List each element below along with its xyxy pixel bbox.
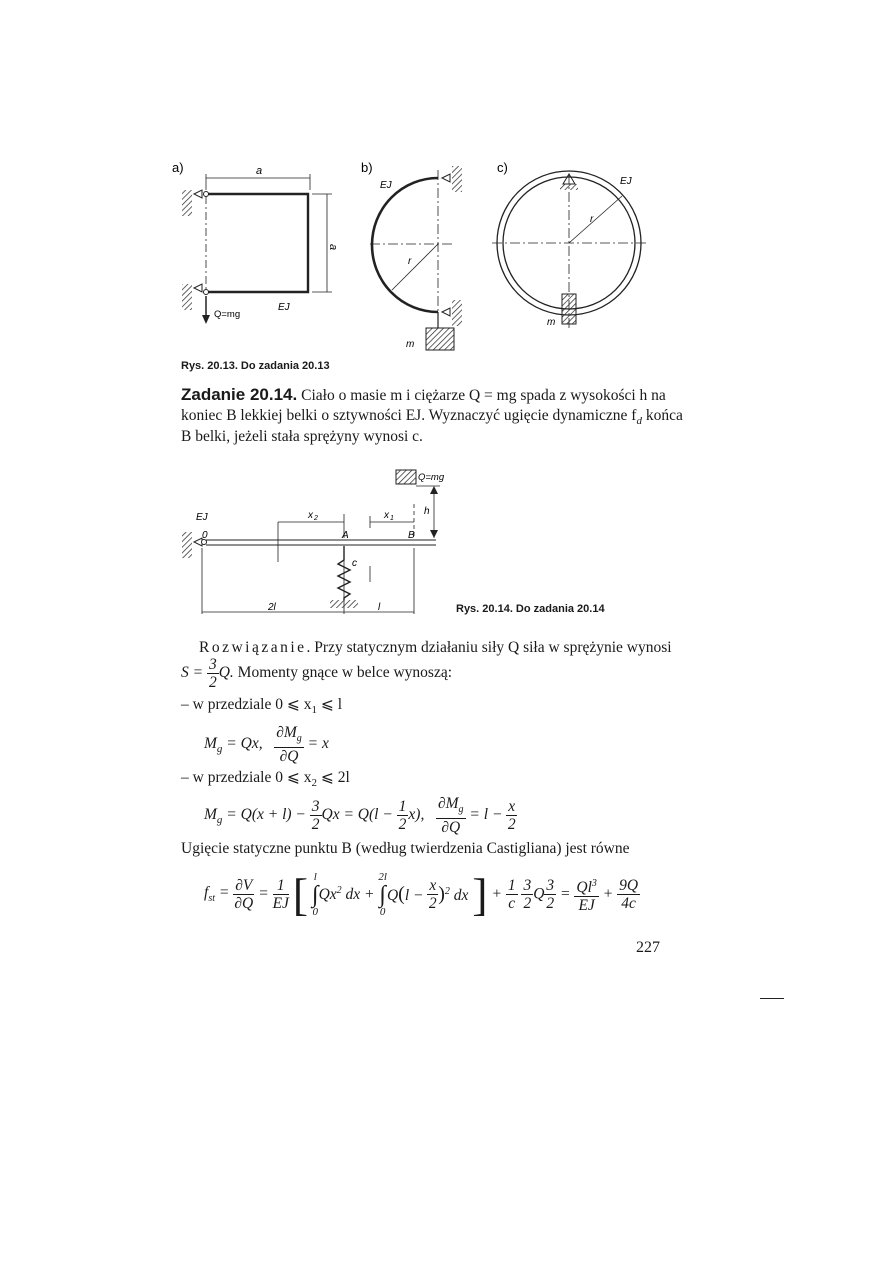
fig14-ej-label: EJ bbox=[196, 512, 208, 523]
problem-line2-sub: d bbox=[636, 415, 642, 428]
b-ej-label: EJ bbox=[380, 180, 392, 191]
page-number: 227 bbox=[636, 939, 660, 956]
problem-line1: Ciało o masie m i ciężarze Q = mg spada z wysokości h na bbox=[297, 387, 666, 404]
fig14-x2-sub: 2 bbox=[314, 515, 318, 522]
panel-b-label: b) bbox=[361, 160, 373, 175]
fig14-a-label: A bbox=[342, 530, 349, 541]
problem-line2-end: końca bbox=[641, 407, 683, 424]
panel-a-label: a) bbox=[172, 160, 184, 175]
equation-2: $M_g = Q(x + l)$ − $\frac{3}{2}$ Qx = Q(l − $\frac{1}{2}$ x), $\frac{\partial M_g}{\partial Q}$ = l − $\frac{x}{2}$ bbox=[204, 795, 516, 837]
static-deflection-line: Ugięcie statyczne punktu B (według twierdzenia Castigliana) jest równe bbox=[181, 840, 630, 857]
figure-20-14 bbox=[178, 466, 448, 620]
equation-3: $f_{st}$ = $\frac{\partial V}{\partial Q}$ = $\frac{1}{EJ}$ [ l ∫ 0 Qx$^2$ dx + 2l ∫ 0 Q(l − $\frac{x}{2}$ )$^2$ dx ] + $\frac{1}{c}$ $\frac{3}{2}$ Q $\frac{3}{2}$ = $\frac{Ql^3}{EJ}$ + $\frac{9Q}{4c}$ bbox=[204, 869, 639, 920]
figure-14-caption: Rys. 20.14. Do zadania 20.14 bbox=[456, 603, 605, 615]
problem-line2: koniec B lekkiej belki o sztywności EJ. Wyznaczyć ugięcie dynamiczne f bbox=[181, 407, 637, 424]
a-dim-top: a bbox=[256, 165, 263, 177]
s-frac: $\frac{3}{2}$ bbox=[208, 656, 217, 691]
fig14-x2-label: x bbox=[308, 510, 313, 521]
a-dim-side: a bbox=[327, 244, 339, 251]
problem-title: Zadanie 20.14. bbox=[181, 385, 298, 404]
c-ej-label: EJ bbox=[620, 176, 632, 187]
c-r-label: r bbox=[590, 214, 594, 225]
beam-system bbox=[182, 470, 440, 614]
solution-line2 bbox=[181, 656, 452, 691]
fig14-load-label: Q=mg bbox=[418, 472, 445, 483]
edge-rule bbox=[760, 998, 784, 999]
figure-20-13 bbox=[170, 160, 660, 360]
fig14-x1-label: x bbox=[384, 510, 389, 521]
panel-c-label: c) bbox=[497, 160, 508, 175]
fig14-o-label: 0 bbox=[202, 530, 208, 541]
solution-line1-rest: . Przy statycznym działaniu siły Q siła w sprężynie wynosi bbox=[306, 639, 672, 656]
c-m-label: m bbox=[547, 317, 556, 328]
s-q: Q. bbox=[218, 664, 234, 682]
frame-c bbox=[492, 171, 646, 330]
problem-line3: B belki, jeżeli stała sprężyny wynosi c. bbox=[181, 428, 423, 445]
fig14-l-label: l bbox=[378, 602, 381, 613]
frame-a bbox=[182, 174, 332, 324]
s-lhs: S = bbox=[181, 664, 204, 682]
fig14-2l-label: 2l bbox=[268, 602, 276, 613]
a-load-label: Q=mg bbox=[214, 309, 241, 320]
solution-line2-rest: Momenty gnące w belce wynoszą: bbox=[233, 664, 453, 682]
problem-statement bbox=[181, 384, 666, 407]
solution-heading: Rozwiązanie bbox=[199, 639, 307, 656]
frame-b bbox=[370, 166, 462, 350]
fig14-x1-sub: 1 bbox=[390, 515, 394, 522]
figure-13-caption: Rys. 20.13. Do zadania 20.13 bbox=[181, 360, 330, 372]
b-m-label: m bbox=[406, 339, 415, 350]
range2: – w przedziale 0 ⩽ $x_2$ ⩽ 2l bbox=[181, 769, 350, 790]
equation-1: $M_g = Qx$, $\frac{\partial M_g}{\partial Q}$ = x bbox=[204, 724, 329, 766]
a-ej-label: EJ bbox=[278, 302, 290, 313]
fig14-c-label: c bbox=[352, 558, 357, 569]
fig14-b-label: B bbox=[408, 530, 415, 541]
b-r-label: r bbox=[408, 256, 412, 267]
range1: – w przedziale 0 ⩽ $x_1$ ⩽ l bbox=[181, 696, 343, 717]
fig14-h-label: h bbox=[424, 506, 430, 517]
